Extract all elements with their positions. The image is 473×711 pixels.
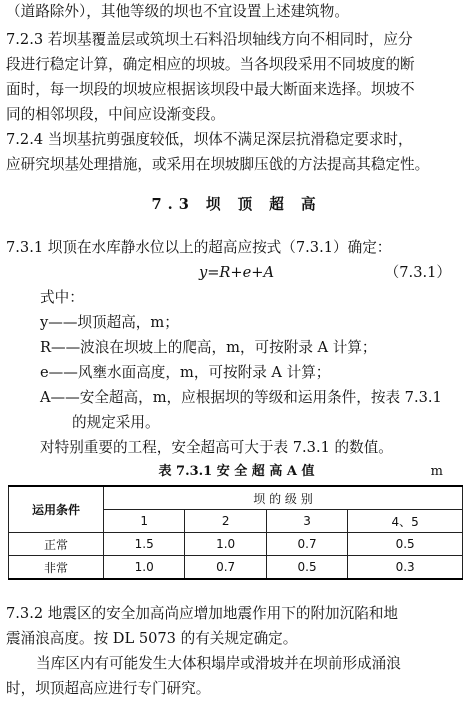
value-cell: 0.5 bbox=[266, 556, 347, 580]
text-line: 应研究坝基处理措施，或采用在坝坡脚压戗的方法提高其稳定性。 bbox=[6, 156, 430, 173]
table-row bbox=[9, 556, 463, 580]
value-cell: 0.3 bbox=[348, 556, 463, 580]
value-cell: 1.0 bbox=[104, 556, 185, 580]
table-unit: m bbox=[430, 464, 443, 479]
table-caption: 表 7.3.1 安 全 超 高 A 值 bbox=[158, 464, 315, 479]
clause-7-2-4: 7.2.4 当坝基抗剪强度较低，坝体不满足深层抗滑稳定要求时， bbox=[6, 131, 413, 148]
header-condition: 运用条件 bbox=[9, 486, 104, 533]
definition-y: y——坝顶超高，m； bbox=[40, 314, 179, 331]
text-line: （道路除外），其他等级的坝也不宜设置上述建筑物。 bbox=[6, 3, 349, 20]
definition-r: R——波浪在坝坡上的爬高，m，可按附录 A 计算； bbox=[40, 339, 377, 356]
value-cell: 0.5 bbox=[348, 533, 463, 556]
text-line: 段进行稳定计算，确定相应的坝坡。当各坝段采用不同坡度的断 bbox=[6, 56, 415, 73]
safety-height-table bbox=[8, 485, 463, 580]
text-line: 式中： bbox=[40, 289, 84, 306]
header-dam-grade: 坝 的 级 别 bbox=[104, 486, 463, 510]
table-caption-row bbox=[6, 462, 467, 482]
table-row bbox=[9, 533, 463, 556]
text-line: 面时，每一坝段的坝坡应根据该坝段中最大断面来选择。坝坡不 bbox=[6, 81, 415, 98]
header-level: 1 bbox=[104, 510, 185, 533]
value-cell: 0.7 bbox=[185, 556, 266, 580]
clause-7-2-3: 7.2.3 若坝基覆盖层或筑坝土石料沿坝轴线方向不相同时，应分 bbox=[6, 31, 413, 48]
clause-7-3-2: 7.3.2 地震区的安全加高尚应增加地震作用下的附加沉陷和地 bbox=[6, 605, 399, 622]
section-title: 7.3 坝 顶 超 高 bbox=[151, 196, 322, 213]
formula-number: （7.3.1） bbox=[384, 264, 451, 281]
definition-e: e——风壅水面高度，m，可按附录 A 计算； bbox=[40, 364, 331, 381]
clause-7-3-1: 7.3.1 坝顶在水库静水位以上的超高应按式（7.3.1）确定： bbox=[6, 239, 392, 256]
value-cell: 0.7 bbox=[266, 533, 347, 556]
formula: y=R+e+A bbox=[198, 264, 275, 281]
text-line: 当库区内有可能发生大体积塌岸或滑坡并在坝前形成涌浪 bbox=[36, 655, 401, 672]
text-line: 时，坝顶超高应进行专门研究。 bbox=[6, 680, 211, 697]
value-cell: 1.0 bbox=[185, 533, 266, 556]
text-line: 对特别重要的工程，安全超高可大于表 7.3.1 的数值。 bbox=[40, 439, 393, 456]
condition-cell: 非常 bbox=[9, 556, 104, 580]
condition-cell: 正常 bbox=[9, 533, 104, 556]
value-cell: 1.5 bbox=[104, 533, 185, 556]
header-level: 3 bbox=[266, 510, 347, 533]
text-line: 同的相邻坝段，中间应设渐变段。 bbox=[6, 106, 225, 123]
text-line: 震涌浪高度。按 DL 5073 的有关规定确定。 bbox=[6, 630, 298, 647]
header-level: 4、5 bbox=[348, 510, 463, 533]
header-level: 2 bbox=[185, 510, 266, 533]
text-line: 的规定采用。 bbox=[72, 414, 160, 431]
definition-a: A——安全超高，m，应根据坝的等级和运用条件，按表 7.3.1 bbox=[40, 389, 442, 406]
formula-line bbox=[6, 263, 467, 283]
